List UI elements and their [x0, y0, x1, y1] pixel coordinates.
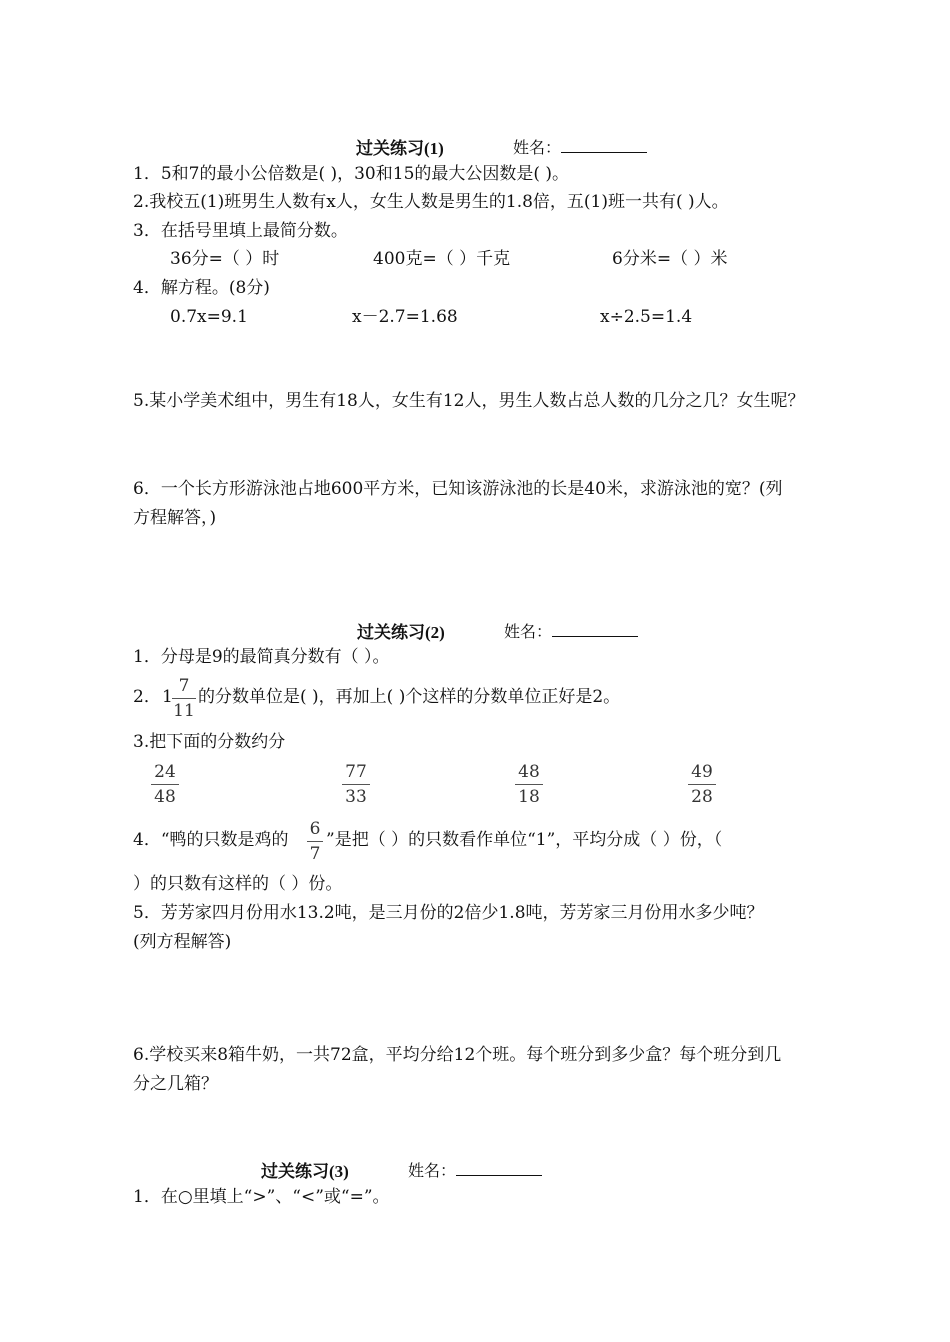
s1-question-2: 2.我校五(1)班男生人数有x人，女生人数是男生的1.8倍，五(1)班一共有( )人。 [133, 192, 729, 212]
s2-q3-fraction-1 [151, 762, 179, 807]
fraction-bar [307, 841, 323, 842]
s1-q3-item-2: 400克=（ ）千克 [373, 249, 511, 269]
name-blank[interactable] [456, 1159, 542, 1176]
s2-q2-whole: 1 [162, 687, 173, 707]
s2-q3-fraction-3 [515, 762, 543, 807]
name-blank[interactable] [552, 620, 638, 637]
s1-question-5: 5.某小学美术组中，男生有18人，女生有12人，男生人数占总人数的几分之几？女生呢？ [133, 391, 805, 411]
s1-question-3: 3．在括号里填上最简分数。 [133, 221, 348, 241]
fraction-bar [342, 784, 370, 785]
s2-question-1: 1．分母是9的最简真分数有（ ）。 [133, 647, 390, 667]
fraction-denominator: 11 [173, 701, 195, 721]
name-label: 姓名： [504, 622, 553, 641]
section3-name-field[interactable] [408, 1158, 542, 1181]
s1-question-4: 4．解方程。(8分) [133, 278, 270, 298]
fraction-denominator: 48 [154, 787, 176, 807]
s2-q4-fraction [307, 819, 323, 864]
fraction-denominator: 18 [518, 787, 540, 807]
s2-question-3: 3.把下面的分数约分 [133, 732, 286, 752]
name-blank[interactable] [561, 136, 647, 153]
s1-question-6-line1: 6．一个长方形游泳池占地600平方米，已知该游泳池的长是40米，求游泳池的宽？(列 [133, 479, 783, 499]
s1-q4-equation-3: x÷2.5=1.4 [600, 307, 693, 327]
s2-question-4-rest: ”是把（ ）的只数看作单位“1”，平均分成（ ）份，（ [326, 830, 723, 850]
fraction-denominator: 28 [691, 787, 713, 807]
s3-question-1: 1．在○里填上“>”、“<”或“=”。 [133, 1187, 390, 1207]
fraction-numerator: 24 [154, 762, 176, 782]
section2-name-field[interactable] [504, 619, 638, 642]
section1-title: 过关练习(1) [356, 139, 444, 158]
s2-question-4-prefix: 4．“鸭的只数是鸡的 [133, 830, 289, 850]
s1-q4-equation-1: 0.7x=9.1 [170, 307, 248, 327]
section3-title: 过关练习(3) [261, 1162, 349, 1181]
s2-question-6-line1: 6.学校买来8箱牛奶，一共72盒，平均分给12个班。每个班分到多少盒？每个班分到几 [133, 1045, 782, 1065]
s2-q3-fraction-4 [688, 762, 716, 807]
s1-question-1: 1．5和7的最小公倍数是( )，30和15的最大公因数是( )。 [133, 164, 570, 184]
fraction-bar [688, 784, 716, 785]
fraction-denominator: 33 [345, 787, 367, 807]
s1-question-6-line2: 方程解答，) [133, 508, 217, 528]
fraction-numerator: 77 [345, 762, 367, 782]
fraction-numerator: 48 [518, 762, 540, 782]
fraction-denominator: 7 [309, 844, 321, 864]
fraction-bar [172, 698, 196, 699]
s2-q2-fraction [172, 676, 196, 721]
s2-q3-fraction-2 [342, 762, 370, 807]
fraction-bar [515, 784, 543, 785]
s1-q4-equation-2: x－2.7=1.68 [352, 307, 458, 327]
fraction-bar [151, 784, 179, 785]
name-label: 姓名： [408, 1161, 457, 1180]
s2-question-2: 的分数单位是( )，再加上( )个这样的分数单位正好是2。 [198, 687, 621, 707]
s2-q2-prefix: 2． [133, 687, 161, 707]
s2-question-4-line2: ）的只数有这样的（ ）份。 [133, 874, 343, 894]
fraction-numerator: 49 [691, 762, 713, 782]
name-label: 姓名： [513, 138, 562, 157]
fraction-numerator: 6 [309, 819, 321, 839]
s2-question-5-line2: (列方程解答) [133, 932, 232, 952]
s1-q3-item-1: 36分=（ ）时 [170, 249, 280, 269]
s2-question-6-line2: 分之几箱？ [133, 1074, 218, 1094]
s2-question-5-line1: 5．芳芳家四月份用水13.2吨，是三月份的2倍少1.8吨，芳芳家三月份用水多少吨？ [133, 903, 764, 923]
fraction-numerator: 7 [178, 676, 190, 696]
section2-title: 过关练习(2) [357, 623, 445, 642]
s1-q3-item-3: 6分米=（ ）米 [612, 249, 728, 269]
section1-name-field[interactable] [513, 135, 647, 158]
